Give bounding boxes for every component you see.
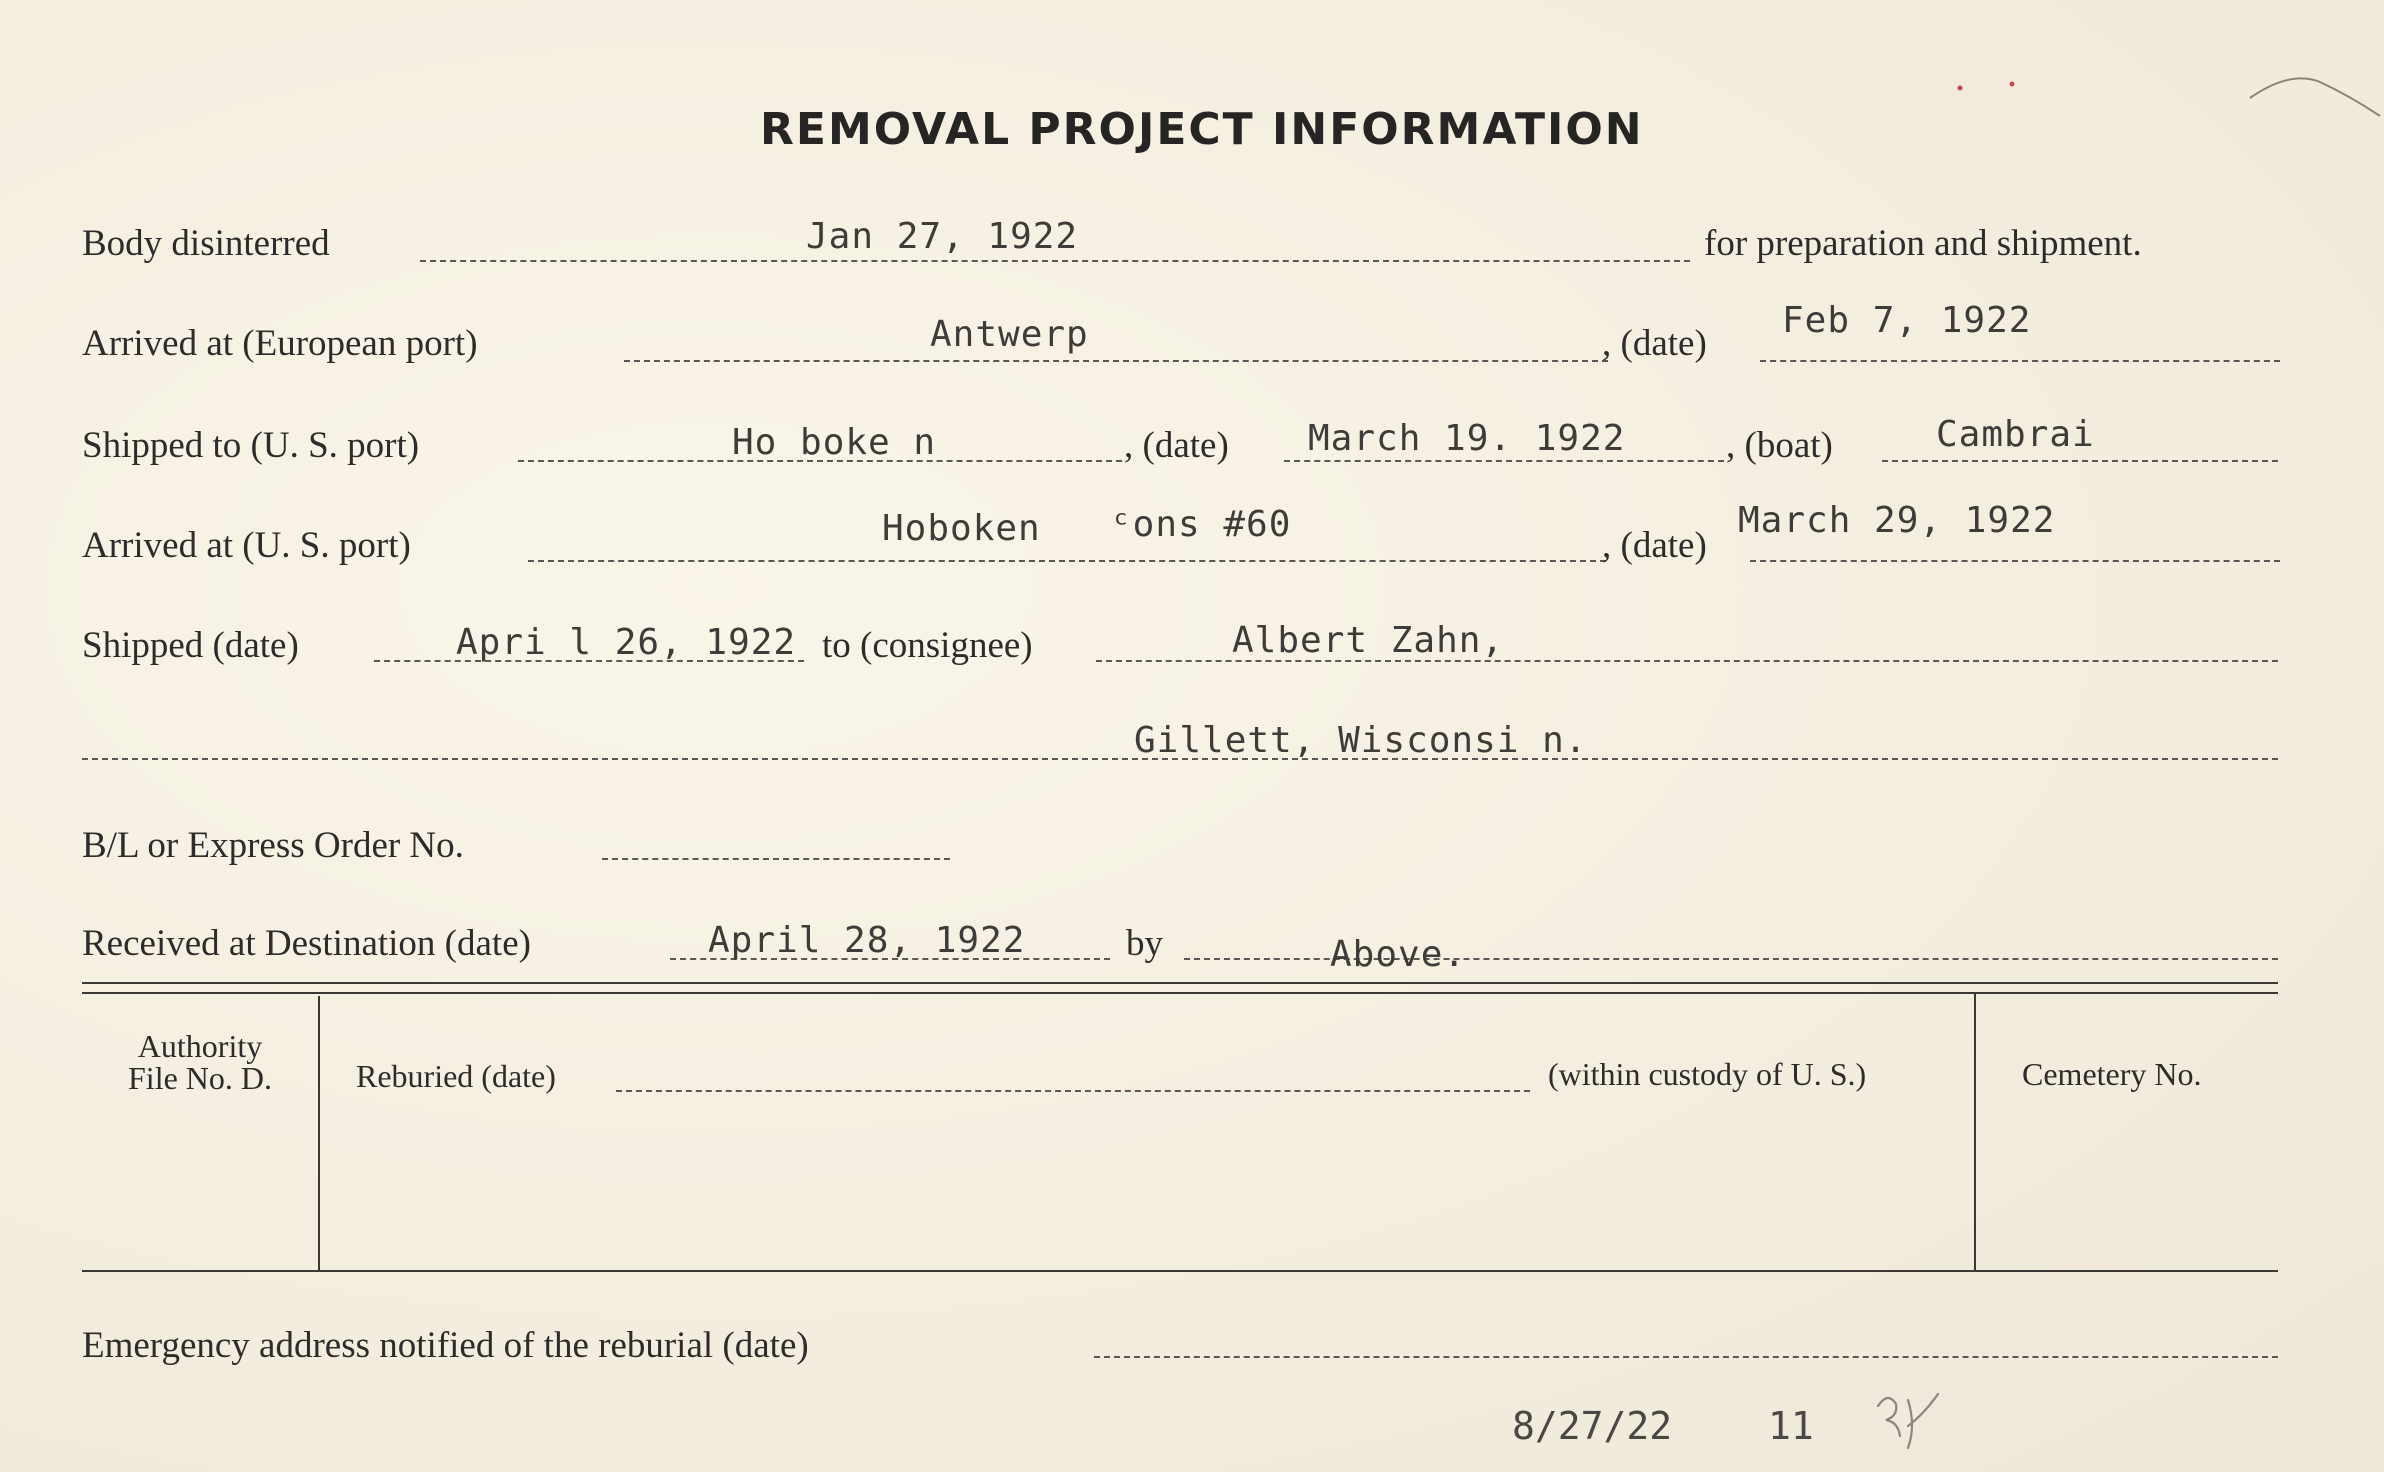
card-title: REMOVAL PROJECT INFORMATION bbox=[760, 104, 1644, 155]
table-divider-left bbox=[318, 996, 320, 1270]
consignee-label: to (consignee) bbox=[822, 625, 1033, 666]
table-top-rule-1 bbox=[82, 982, 2278, 984]
consignee-address-value: Gillett, Wisconsi n. bbox=[1134, 720, 1588, 761]
footer-date-stamp: 8/27/22 bbox=[1512, 1404, 1673, 1448]
shipped-us-boat-value: Cambrai bbox=[1936, 414, 2095, 455]
arrived-us-date-value: March 29, 1922 bbox=[1738, 500, 2056, 541]
table-bottom-rule bbox=[82, 1270, 2278, 1272]
custody-label: (within custody of U. S.) bbox=[1548, 1056, 1867, 1092]
consignee-value: Albert Zahn, bbox=[1232, 620, 1505, 661]
authority-label-line1: Authority bbox=[137, 1028, 263, 1064]
cemetery-label: Cemetery No. bbox=[2022, 1056, 2202, 1092]
arrived-us-port-value: Hoboken bbox=[882, 508, 1041, 549]
emergency-dotted-line bbox=[1094, 1356, 2278, 1358]
arrived-us-label: Arrived at (U. S. port) bbox=[82, 525, 411, 566]
arrived-european-date-dotted-line bbox=[1760, 360, 2280, 362]
shipped-us-port-value: Ho boke n bbox=[732, 422, 937, 463]
shipped-us-boat-label: , (boat) bbox=[1726, 425, 1833, 466]
bl-order-label: B/L or Express Order No. bbox=[82, 825, 464, 866]
emergency-label: Emergency address notified of the reburial (date) bbox=[82, 1325, 809, 1366]
received-label: Received at Destination (date) bbox=[82, 923, 531, 964]
arrived-european-date-value: Feb 7, 1922 bbox=[1782, 300, 2032, 341]
arrived-european-dotted-line bbox=[624, 360, 1608, 362]
shipped-us-date-value: March 19. 1922 bbox=[1308, 418, 1626, 459]
arrived-european-date-label: , (date) bbox=[1602, 323, 1707, 364]
arrived-us-consignment-number: ᶜons #60 bbox=[1110, 504, 1292, 545]
corner-crease-mark bbox=[2240, 40, 2384, 160]
disinterred-dotted-line bbox=[420, 260, 1690, 262]
reburied-dotted-line bbox=[616, 1090, 1530, 1092]
shipped-us-label: Shipped to (U. S. port) bbox=[82, 425, 420, 466]
arrived-european-port-value: Antwerp bbox=[930, 314, 1089, 355]
reburied-label: Reburied (date) bbox=[356, 1058, 556, 1094]
received-by-value: Above. bbox=[1330, 934, 1467, 975]
footer-code: 11 bbox=[1768, 1404, 1814, 1448]
disinterred-label: Body disinterred bbox=[82, 223, 330, 264]
shipped-us-boat-dotted-line bbox=[1882, 460, 2278, 462]
arrived-us-date-dotted-line bbox=[1750, 560, 2280, 562]
authority-label-line2: File No. D. bbox=[128, 1060, 272, 1096]
shipped-us-date-dotted-line bbox=[1284, 460, 1724, 462]
table-divider-right bbox=[1974, 994, 1976, 1270]
disinterred-value: Jan 27, 1922 bbox=[806, 216, 1079, 257]
shipped-date-label: Shipped (date) bbox=[82, 625, 299, 666]
handwritten-initials-mark bbox=[1868, 1386, 1948, 1456]
arrived-us-dotted-line bbox=[528, 560, 1606, 562]
table-top-rule-2 bbox=[82, 992, 2278, 994]
arrived-us-date-label: , (date) bbox=[1602, 525, 1707, 566]
disinterred-suffix: for preparation and shipment. bbox=[1704, 223, 2142, 264]
received-by-label: by bbox=[1126, 923, 1163, 964]
bl-order-dotted-line bbox=[602, 858, 950, 860]
shipped-us-date-label: , (date) bbox=[1124, 425, 1229, 466]
arrived-european-label: Arrived at (European port) bbox=[82, 323, 478, 364]
shipped-date-value: Apri l 26, 1922 bbox=[456, 622, 797, 663]
received-date-value: April 28, 1922 bbox=[708, 920, 1026, 961]
red-ink-specks bbox=[1950, 70, 2030, 110]
